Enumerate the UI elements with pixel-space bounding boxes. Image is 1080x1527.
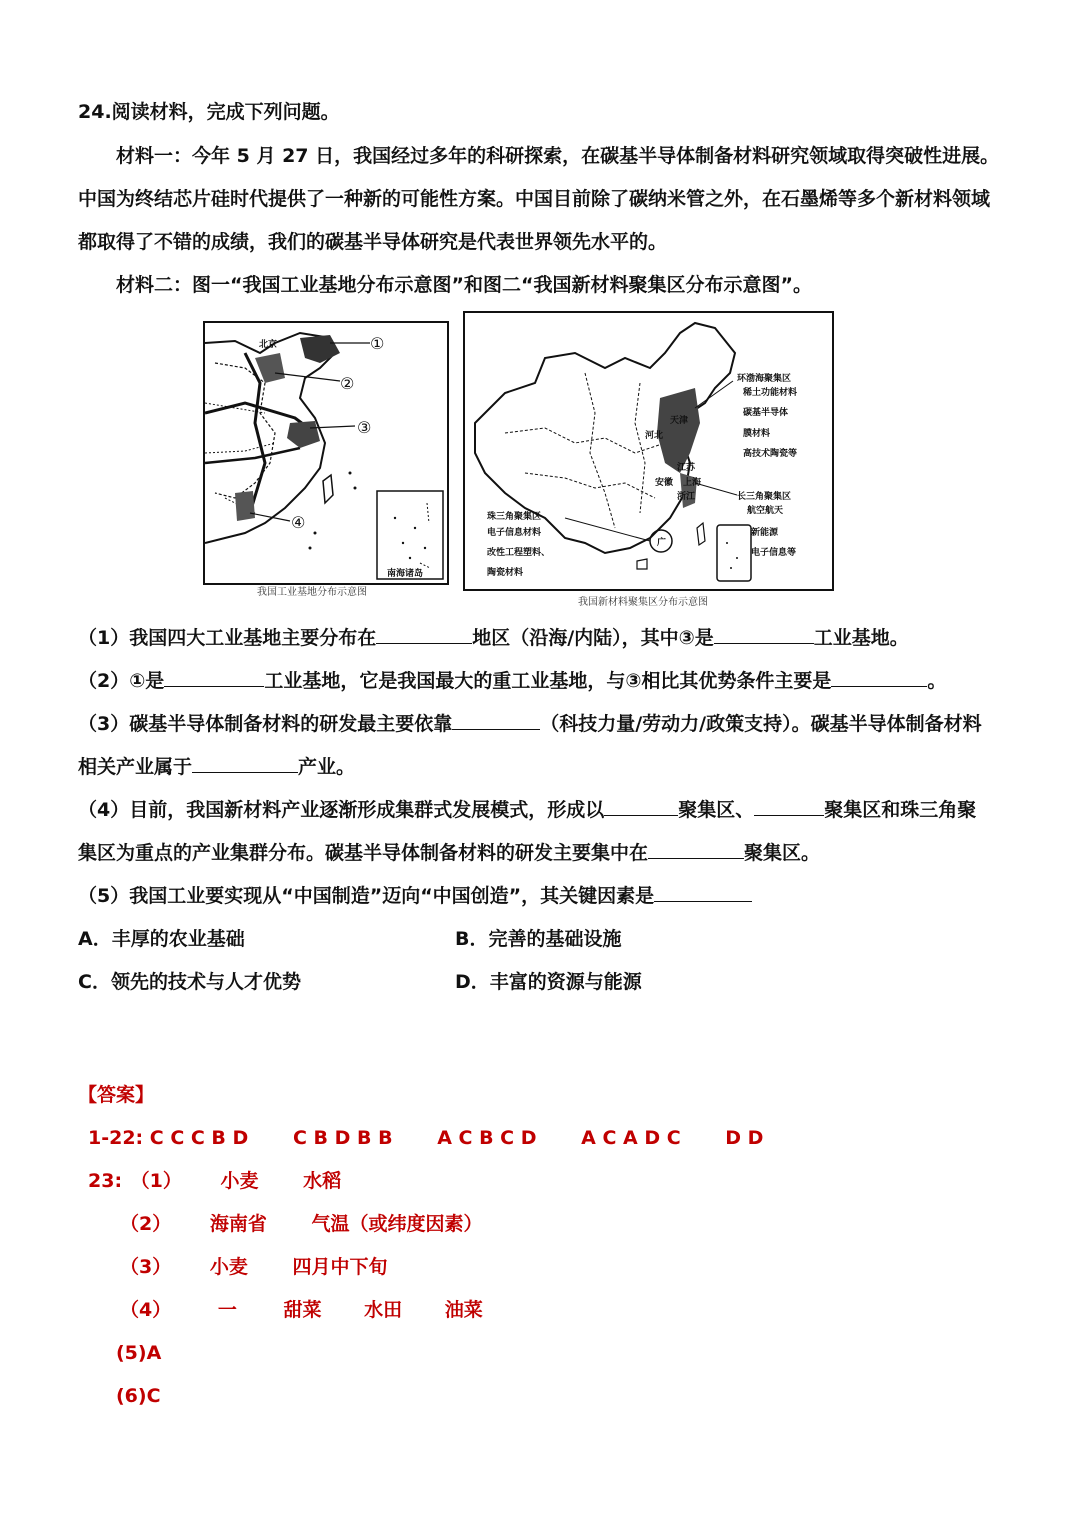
zhujiang-item-3: 陶瓷材料 xyxy=(487,568,524,578)
blank-q5-1[interactable] xyxy=(654,883,752,902)
answers-row-3: （2） 海南省 气温（或纬度因素） xyxy=(120,1213,483,1235)
answers-row-1: 1-22: C C C B D C B D B B A C B C D A C A D C D D xyxy=(88,1127,764,1149)
bohai-item-1: 稀土功能材料 xyxy=(743,388,798,398)
label-n1: ① xyxy=(370,334,385,353)
bohai-item-4: 高技术陶瓷等 xyxy=(743,449,798,459)
changjiang-item-2: 新能源 xyxy=(751,528,779,538)
material1-line2: 中国为终结芯片硅时代提供了一种新的可能性方案。中国目前除了碳纳米管之外，在石墨烯等多个新材料领域 xyxy=(78,188,991,210)
label-n4: ④ xyxy=(291,513,306,532)
blank-q1-1[interactable] xyxy=(376,625,472,644)
figure2-map xyxy=(463,311,834,591)
material1-line3: 都取得了不错的成绩，我们的碳基半导体研究是代表世界领先水平的。 xyxy=(78,231,668,253)
label-beijing: 北京 xyxy=(259,340,278,350)
answers-row-7: (6)C xyxy=(116,1385,161,1407)
material1-line1: 材料一：今年 5 月 27 日，我国经过多年的科研探索，在碳基半导体制备材料研究领域取得突破性进展。 xyxy=(116,145,1000,167)
blank-q2-1[interactable] xyxy=(164,668,264,687)
changjiang-title: 长三角聚集区 xyxy=(737,492,792,502)
option-d[interactable]: D．丰富的资源与能源 xyxy=(455,971,642,993)
changjiang-item-1: 航空航天 xyxy=(747,506,784,516)
label-anhui: 安徽 xyxy=(655,478,674,488)
label-guangdong: 广 xyxy=(657,538,667,548)
blank-q4-3[interactable] xyxy=(648,840,744,859)
figure2-caption: 我国新材料聚集区分布示意图 xyxy=(578,597,708,608)
label-zhejiang: 浙江 xyxy=(677,492,696,502)
figure1-map xyxy=(203,321,449,585)
subquestion-4-cont: 集区为重点的产业集群分布。碳基半导体制备材料的研发主要集中在 聚集区。 xyxy=(78,842,821,864)
blank-q3-1[interactable] xyxy=(452,711,540,730)
label-tianjin: 天津 xyxy=(670,416,689,426)
label-hebei: 河北 xyxy=(645,431,664,441)
bohai-item-2: 碳基半导体 xyxy=(743,408,789,418)
zhujiang-item-1: 电子信息材料 xyxy=(487,528,542,538)
figure2-map-drawing xyxy=(465,313,832,589)
subquestion-2: （2）①是 工业基地，它是我国最大的重工业基地，与③相比其优势条件主要是 。 xyxy=(78,670,947,692)
subquestion-1: （1）我国四大工业基地主要分布在 地区（沿海/内陆），其中③是 工业基地。 xyxy=(78,627,909,649)
blank-q1-2[interactable] xyxy=(714,625,814,644)
figure1-map-drawing xyxy=(205,323,447,583)
bohai-item-3: 膜材料 xyxy=(743,429,771,439)
material2-line: 材料二：图一“我国工业基地分布示意图”和图二“我国新材料聚集区分布示意图”。 xyxy=(116,274,812,296)
option-b[interactable]: B．完善的基础设施 xyxy=(455,928,622,950)
zhujiang-title: 珠三角聚集区 xyxy=(487,512,542,522)
label-shanghai: 上海 xyxy=(683,478,702,488)
answers-row-5: （4） 一 甜菜 水田 油菜 xyxy=(120,1299,483,1321)
blank-q4-2[interactable] xyxy=(754,797,824,816)
bohai-title: 环渤海聚集区 xyxy=(737,374,792,384)
zhujiang-item-2: 改性工程塑料、 xyxy=(487,548,551,558)
subquestion-3-cont: 相关产业属于 产业。 xyxy=(78,756,356,778)
figure1-caption: 我国工业基地分布示意图 xyxy=(257,587,367,598)
changjiang-item-3: 电子信息等 xyxy=(751,548,797,558)
subquestion-5: （5）我国工业要实现从“中国制造”迈向“中国创造”，其关键因素是 xyxy=(78,883,752,908)
answers-heading: 【答案】 xyxy=(78,1084,155,1106)
subquestion-4: （4）目前，我国新材料产业逐渐形成集群式发展模式，形成以 聚集区、 聚集区和珠三角聚 xyxy=(78,799,977,821)
option-a[interactable]: A．丰厚的农业基础 xyxy=(78,928,245,950)
label-nanhai: 南海诸岛 xyxy=(387,569,424,579)
blank-q2-2[interactable] xyxy=(831,668,927,687)
subquestion-3: （3）碳基半导体制备材料的研发最主要依靠 （科技力量/劳动力/政策支持）。碳基半导体制备材料 xyxy=(78,713,982,735)
blank-q4-1[interactable] xyxy=(604,797,678,816)
blank-q3-2[interactable] xyxy=(192,754,298,773)
label-n2: ② xyxy=(340,374,355,393)
label-jiangsu: 江苏 xyxy=(677,463,696,473)
question-title: 24.阅读材料，完成下列问题。 xyxy=(78,101,340,123)
option-c[interactable]: C．领先的技术与人才优势 xyxy=(78,971,301,993)
label-n3: ③ xyxy=(357,418,372,437)
answers-row-6: (5)A xyxy=(116,1342,162,1364)
answers-row-4: （3） 小麦 四月中下旬 xyxy=(120,1256,388,1278)
answers-row-2: 23: （1） 小麦 水稻 xyxy=(88,1170,342,1192)
